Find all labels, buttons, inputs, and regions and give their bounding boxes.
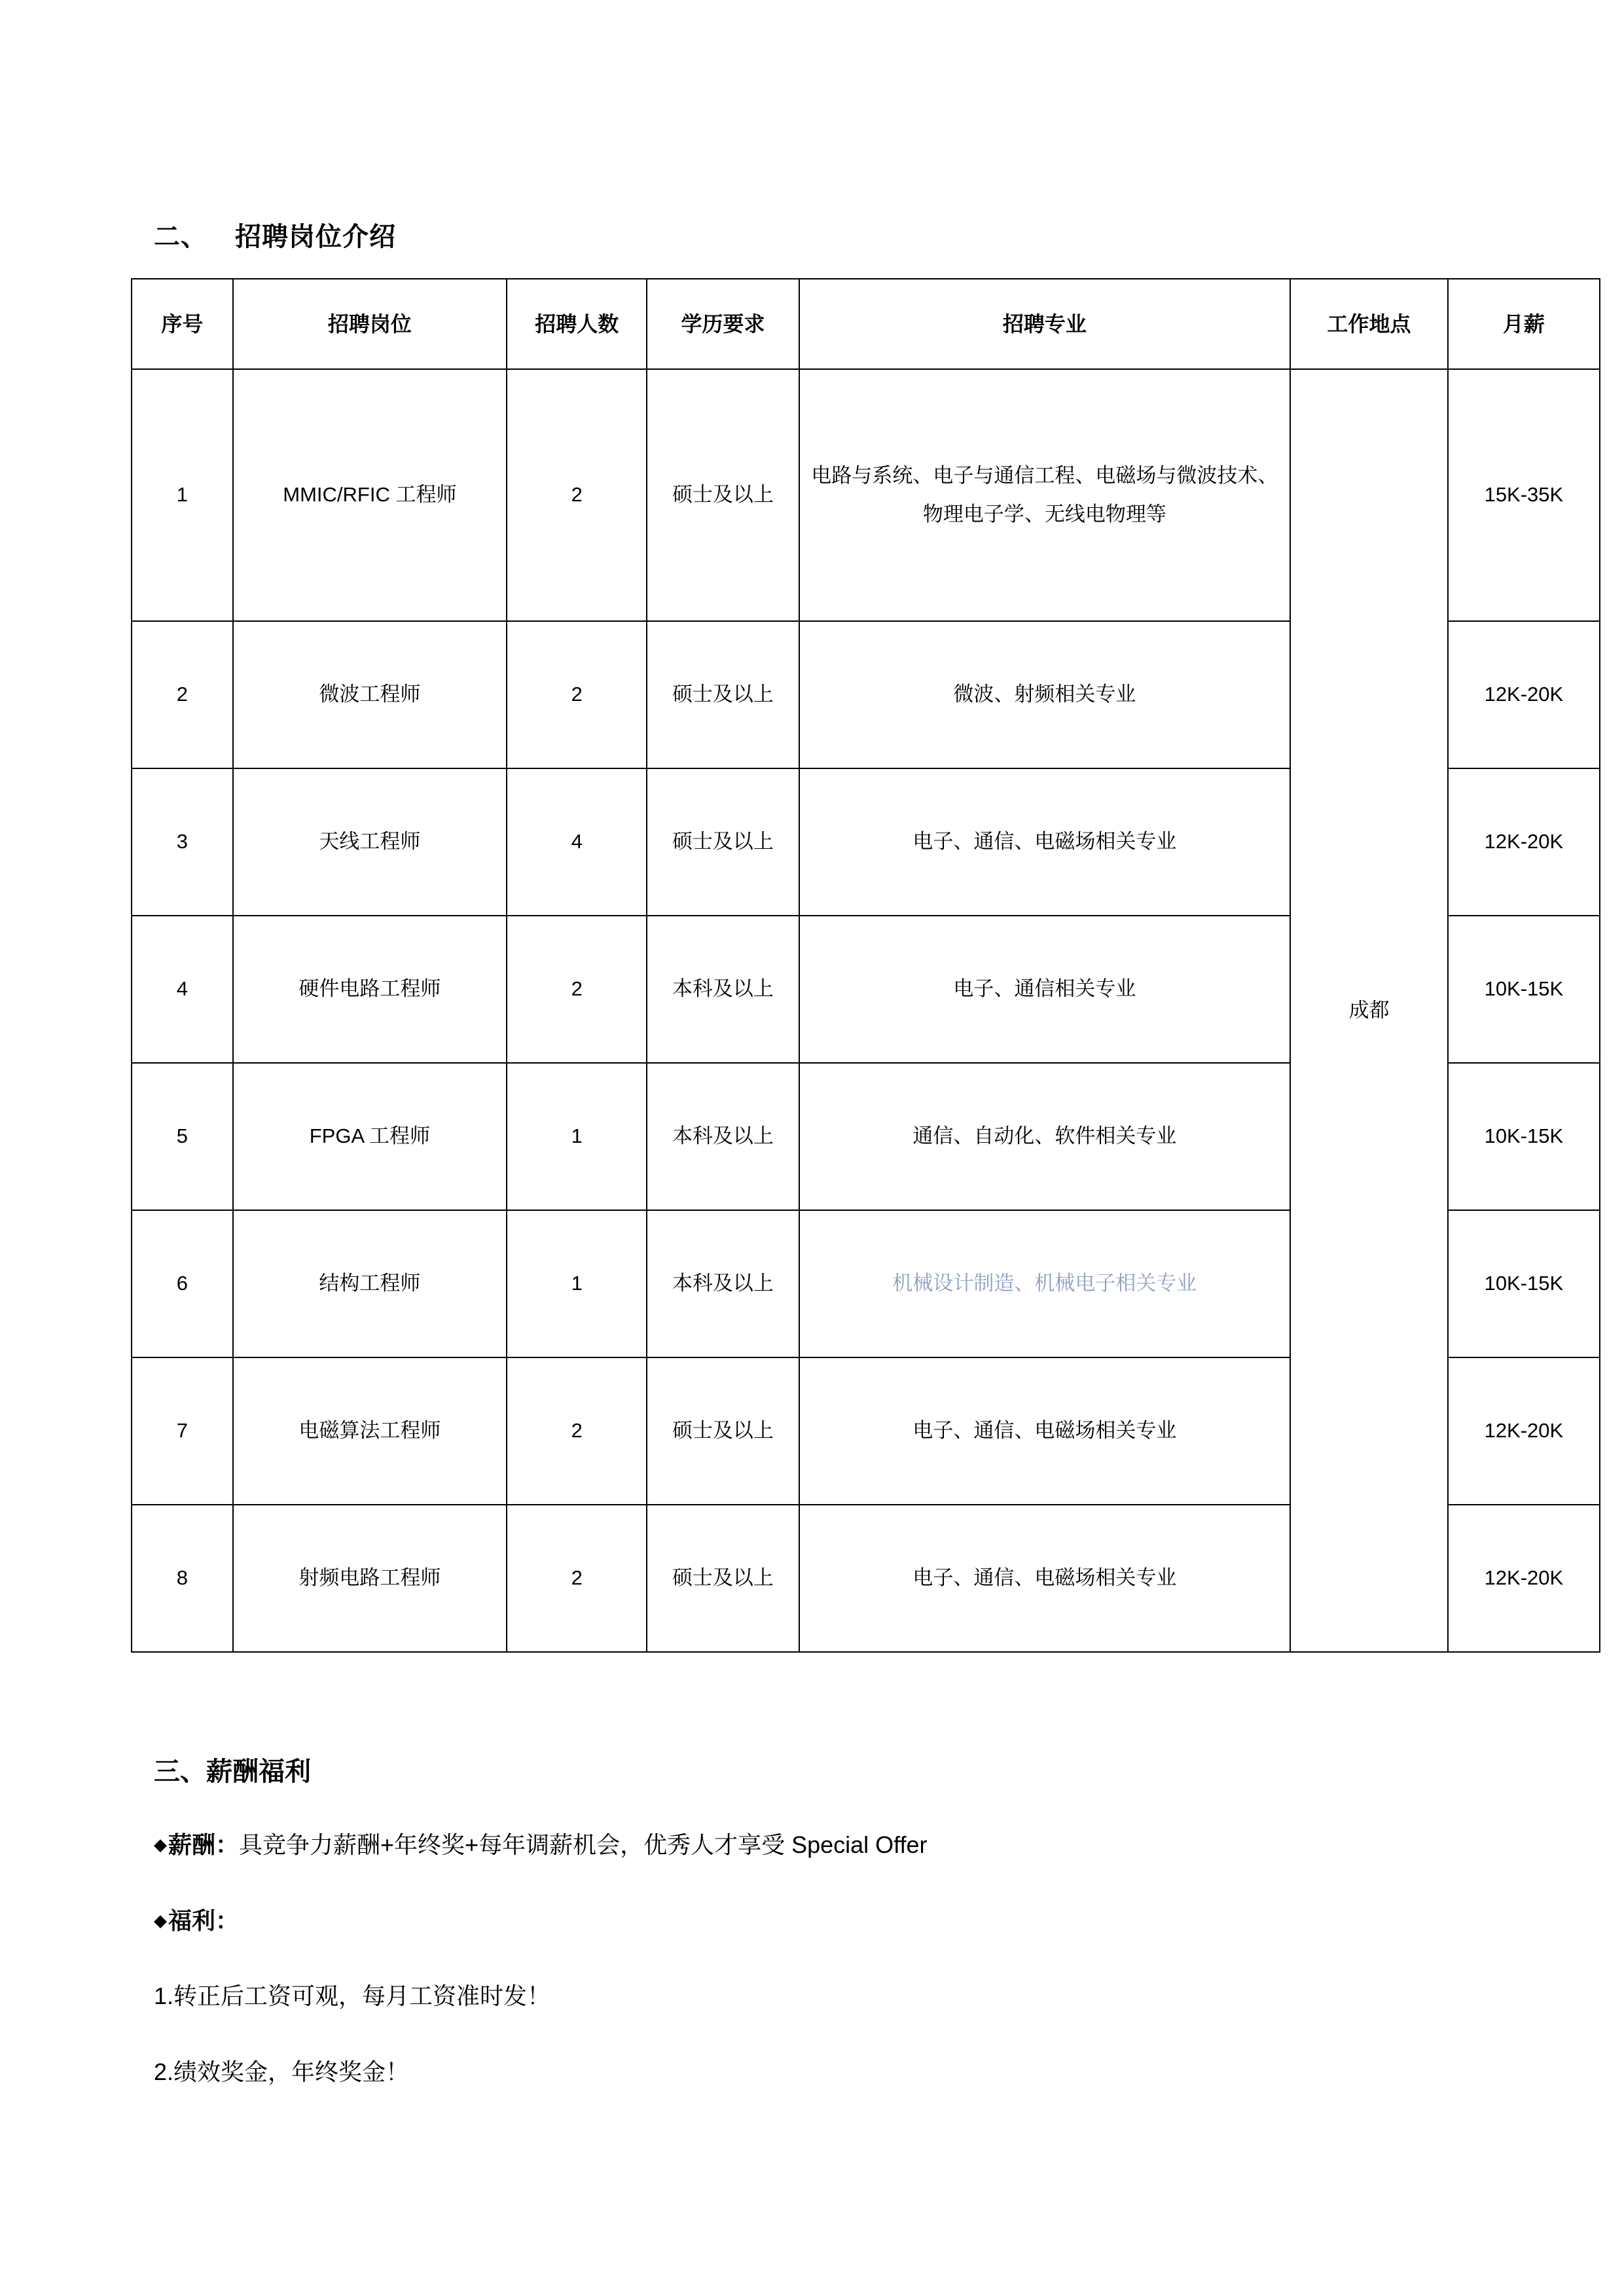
- cell-salary: 12K-20K: [1448, 621, 1600, 768]
- cell-education: 硕士及以上: [647, 768, 799, 916]
- cell-index: 8: [132, 1505, 233, 1652]
- table-header-row: [132, 279, 1600, 369]
- cell-major: 机械设计制造、机械电子相关专业: [799, 1210, 1291, 1357]
- cell-post: 电磁算法工程师: [233, 1357, 507, 1505]
- cell-post: 微波工程师: [233, 621, 507, 768]
- cell-education: 本科及以上: [647, 916, 799, 1063]
- section-title: 招聘岗位介绍: [235, 223, 396, 251]
- cell-post: 结构工程师: [233, 1210, 507, 1357]
- cell-location: 成都: [1290, 369, 1448, 1652]
- cell-major: 电子、通信、电磁场相关专业: [799, 768, 1291, 916]
- cell-index: 4: [132, 916, 233, 1063]
- welfare-item: 1.转正后工资可观，每月工资准时发！: [154, 1982, 551, 2010]
- cell-major: 电子、通信相关专业: [799, 916, 1291, 1063]
- cell-count: 2: [507, 1505, 647, 1652]
- cell-salary: 12K-20K: [1448, 768, 1600, 916]
- cell-salary: 10K-15K: [1448, 916, 1600, 1063]
- cell-education: 本科及以上: [647, 1210, 799, 1357]
- cell-post: FPGA 工程师: [233, 1063, 507, 1210]
- cell-salary: 10K-15K: [1448, 1210, 1600, 1357]
- cell-salary: 12K-20K: [1448, 1357, 1600, 1505]
- welfare-item: 2.绩效奖金，年终奖金！: [154, 2058, 410, 2085]
- header-salary: 月薪: [1448, 279, 1600, 369]
- welfare-line: [154, 1902, 1493, 1940]
- cell-salary: 15K-35K: [1448, 369, 1600, 621]
- header-education: 学历要求: [647, 279, 799, 369]
- cell-education: 硕士及以上: [647, 621, 799, 768]
- header-major: 招聘专业: [799, 279, 1291, 369]
- salary-label: 薪酬：: [168, 1831, 240, 1858]
- cell-salary: 10K-15K: [1448, 1063, 1600, 1210]
- cell-index: 7: [132, 1357, 233, 1505]
- cell-index: 2: [132, 621, 233, 768]
- cell-count: 2: [507, 1357, 647, 1505]
- cell-index: 6: [132, 1210, 233, 1357]
- cell-count: 2: [507, 916, 647, 1063]
- cell-post: MMIC/RFIC 工程师: [233, 369, 507, 621]
- cell-major: 电路与系统、电子与通信工程、电磁场与微波技术、物理电子学、无线电物理等: [799, 369, 1291, 621]
- salary-line: [154, 1826, 1493, 1864]
- cell-index: 3: [132, 768, 233, 916]
- cell-salary: 12K-20K: [1448, 1505, 1600, 1652]
- cell-major: 电子、通信、电磁场相关专业: [799, 1357, 1291, 1505]
- salary-text: 具竞争力薪酬+年终奖+每年调薪机会，优秀人才享受 Special Offer: [239, 1831, 928, 1858]
- cell-education: 硕士及以上: [647, 1357, 799, 1505]
- welfare-label: 福利：: [168, 1907, 240, 1934]
- cell-count: 2: [507, 621, 647, 768]
- cell-education: 本科及以上: [647, 1063, 799, 1210]
- table-row: [132, 369, 1600, 621]
- header-location: 工作地点: [1290, 279, 1448, 369]
- cell-count: 2: [507, 369, 647, 621]
- cell-index: 1: [132, 369, 233, 621]
- cell-post: 硬件电路工程师: [233, 916, 507, 1063]
- diamond-bullet-icon: ◆: [154, 1910, 167, 1930]
- cell-major: 通信、自动化、软件相关专业: [799, 1063, 1291, 1210]
- cell-post: 射频电路工程师: [233, 1505, 507, 1652]
- header-post: 招聘岗位: [233, 279, 507, 369]
- cell-education: 硕士及以上: [647, 369, 799, 621]
- cell-count: 1: [507, 1210, 647, 1357]
- diamond-bullet-icon: ◆: [154, 1835, 167, 1854]
- section-heading-jobs: [131, 216, 1493, 253]
- cell-index: 5: [132, 1063, 233, 1210]
- header-count: 招聘人数: [507, 279, 647, 369]
- cell-count: 1: [507, 1063, 647, 1210]
- jobs-table: [131, 278, 1600, 1653]
- header-index: 序号: [132, 279, 233, 369]
- section-heading-benefits: 三、薪酬福利: [154, 1757, 311, 1786]
- cell-post: 天线工程师: [233, 768, 507, 916]
- cell-major: 电子、通信、电磁场相关专业: [799, 1505, 1291, 1652]
- cell-education: 硕士及以上: [647, 1505, 799, 1652]
- cell-major: 微波、射频相关专业: [799, 621, 1291, 768]
- section-number: 二、: [154, 223, 208, 251]
- cell-count: 4: [507, 768, 647, 916]
- section-benefits: [131, 1751, 1493, 2090]
